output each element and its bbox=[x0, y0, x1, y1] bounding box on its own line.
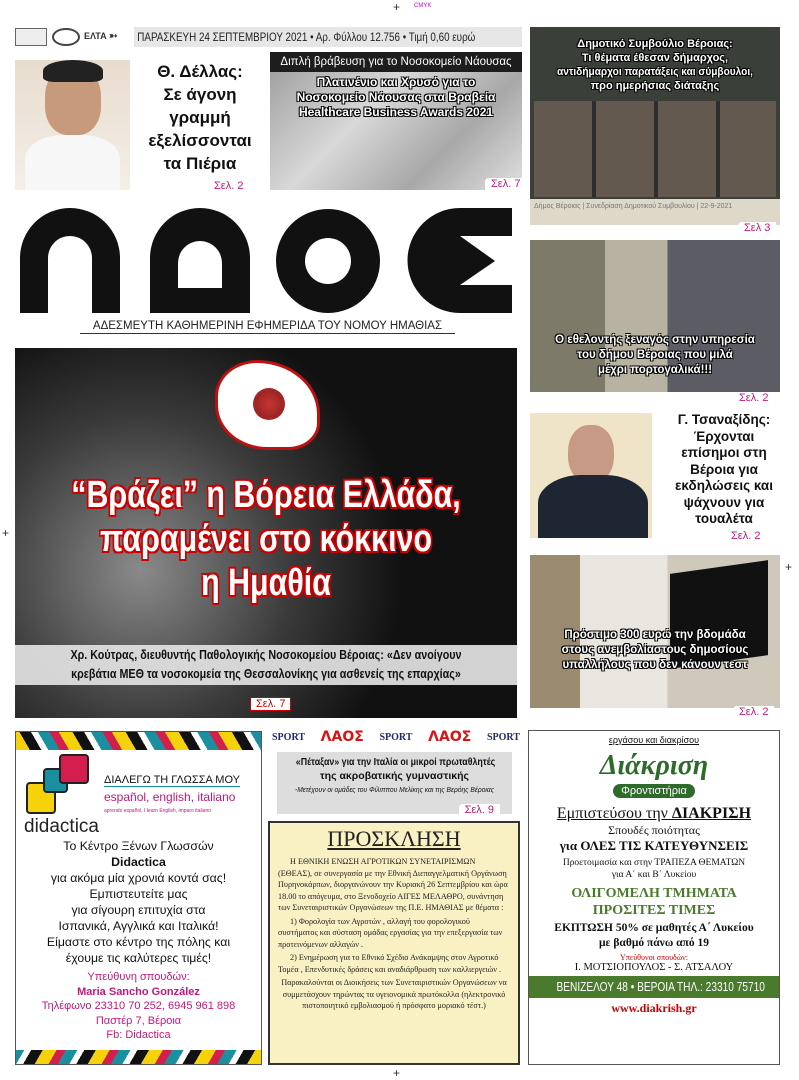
main-story-photo[interactable] bbox=[15, 348, 517, 718]
page-ref: Σελ. 2 bbox=[733, 392, 774, 404]
postage-paid-stamp bbox=[15, 28, 47, 46]
main-headline: “Βράζει” η Βόρεια Ελλάδα, παραμένει στο κόκκινο η Ημαθία bbox=[71, 474, 461, 604]
sport-story[interactable]: «Πέταξαν» για την Ιταλία οι μικροί πρωταθλητές της ακροβατικής γυμναστικής -Μετέχουν οι ομάδες του Φίλιππου Μελίκης και της Βερόης Βέροιας Σελ. 9 bbox=[277, 752, 512, 814]
date-bar: ΠΑΡΑΣΚΕΥΗ 24 ΣΕΠΤΕΜΒΡΙΟΥ 2021 • Αρ. Φύλλου 12.756 • Τιμή 0,60 ευρώ bbox=[137, 30, 476, 44]
imathia-map-icon bbox=[215, 360, 320, 450]
invitation-title: ΠΡΟΣΚΛΗΣΗ bbox=[327, 826, 461, 851]
tsanaxidis-headline[interactable]: Γ. Τσαναξίδης: Έρχονται επίσημοι στη Βέροια για εκδηλώσεις και ψάχνουν για τουαλέτα bbox=[675, 412, 773, 526]
page-ref: Σελ. 2 bbox=[208, 180, 249, 192]
virus-icon bbox=[253, 388, 285, 420]
page-ref: Σελ. 9 bbox=[459, 804, 500, 816]
crop-mark: + bbox=[2, 526, 10, 540]
dellas-headline[interactable]: Θ. Δέλλας: Σε άγονη γραμμή εξελίσσονται τα Πιέρια bbox=[148, 62, 252, 173]
diakrisi-logo: Διάκριση bbox=[599, 750, 709, 781]
main-subheadline: Χρ. Κούτρας, διευθυντής Παθολογικής Νοσοκομείου Βέροιας: «Δεν ανοίγουν κρεβάτια ΜΕΘ τα νοσοκομεία της Θεσσαλονίκης για ασθενείς της επαρχίας» bbox=[15, 645, 517, 685]
pattern-border bbox=[16, 732, 261, 750]
tagline: ΑΔΕΣΜΕΥΤΗ ΚΑΘΗΜΕΡΙΝΗ ΕΦΗΜΕΡΙΔΑ ΤΟΥ ΝΟΜΟΥ ΗΜΑΘΙΑΣ bbox=[80, 320, 455, 334]
page-ref: Σελ. 7 bbox=[485, 178, 526, 190]
diakrisi-website-link[interactable]: www.diakrish.gr bbox=[611, 1001, 697, 1015]
didactica-body: Το Κέντρο Ξένων Γλωσσών Didactica για ακόμα μία χρονιά κοντά σας! Εμπιστευτείτε μας για σίγουρη επιτυχία στα Ισπανικά, Αγγλικά και Ιταλικά! Είμαστε στο κέντρο της πόλης και έχουμε τις καλύτερες τιμές! bbox=[46, 839, 231, 965]
volunteer-headline: Ο εθελοντής ξεναγός στην υπηρεσία του δήμου Βέροιας που μιλά μέχρι πορτογαλικά!!! bbox=[555, 334, 755, 376]
laos-logo bbox=[20, 208, 512, 313]
didactica-contact: Υπεύθυνη σπουδών: Maria Sancho González Τηλέφωνο 23310 70 252, 6945 961 898 Παστέρ 7, Βέροια Fb: Didactica bbox=[41, 971, 236, 1041]
pattern-border bbox=[16, 1050, 261, 1064]
didactica-ad[interactable]: didactica ΔΙΑΛΕΓΩ ΤΗ ΓΛΩΣΣΑ ΜΟΥ español, english, italiano aprendo español, I learn English, imparo italiano Το Κέντρο Ξένων Γλωσσών Didactica για ακόμα μία χρονιά κοντά σας! Εμπιστευτείτε μας για σίγουρη επιτυχία στα Ισπανικά, Αγγλικά και Ιταλικά! Είμαστε στο κέντρο της πόλης και έχουμε τις καλύτερες τιμές! Υπεύθυνη σπουδών: Maria Sancho González Τηλέφωνο 23310 70 252, 6945 961 898 Παστέρ 7, Βέροια Fb: Didactica bbox=[15, 731, 262, 1065]
diakrisi-address: ΒΕΝΙΖΕΛΟΥ 48 • ΒΕΡΟΙΑ ΤΗΛ.: 23310 75710 bbox=[556, 979, 765, 994]
awards-headline: Πλατινένιο και Χρυσό για το Νοσοκομείο Νάουσας στα Βραβεία Healthcare Business Awards 2021 bbox=[296, 75, 496, 119]
awards-kicker: Διπλή βράβευση για το Νοσοκομείο Νάουσας bbox=[270, 52, 522, 72]
crop-mark: + bbox=[393, 0, 401, 14]
page-ref: Σελ. 2 bbox=[725, 530, 766, 542]
council-photo[interactable]: Δήμος Βέροιας | Συνεδρίαση Δημοτικού Συμβουλίου | 22-9-2021 Δημοτικό Συμβούλιο Βέροιας: Τι θέματα έθεσαν δήμαρχος, αντιδήμαρχοι παρατάξεις και σύμβουλοι, προ ημερήσιας διάταξης bbox=[530, 27, 780, 225]
crop-mark: + bbox=[393, 1066, 401, 1080]
invitation-box: ΠΡΟΣΚΛΗΣΗ Η ΕΘΝΙΚΗ ΕΝΩΣΗ ΑΓΡΟΤΙΚΩΝ ΣΥΝΕΤΑΙΡΙΣΜΩΝ (ΕΘΕΑΣ), σε συνεργασία με την Εθνική Διεπαγγελματική Οργάνωση Πυρηνοκάρπων, διοργανώνουν την Κυριακή 26 Σεπτεμβρίου και ώρα 18.00 το απόγευμα, στο Ξενοδοχείο ΑΙΓΕΣ ΜΕΛΑΘΡΟ, συνάντηση των Συνεταιριστικών Οργανώσεων της Π.Ε. ΗΜΑΘΙΑΣ με θέματα : 1) Φορολογία των Αγροτών , αλλαγή του φορολογικού συστήματος και σύσταση ομάδας εργασίας για την επεξεργασία των προτεινόμενων αλλαγών . 2) Ενημέρωση για το Εθνικό Σχέδιο Ανάκαμψης στον Αγροτικό Τομέα , Επενδυτικές δράσεις και αναδιάρθρωση των καλλιεργειών . Παρακαλούνται οι Διοικήσεις των Συνεταιριστικών Οργανώσεων να συμμετάσχουν τηρώντας τα υγειονομικά πρωτόκολλα (ηλεκτρονικό πιστοποιητικό εμβολιασμού ή πρόσφατο μοριακό τέστ.) bbox=[268, 821, 520, 1065]
cmyk-mark: CMYK bbox=[414, 3, 432, 9]
elta-logo: ΕΛΤΑ ➳ bbox=[84, 31, 118, 42]
page-ref: Σελ. 7 bbox=[250, 697, 291, 711]
fine-photo[interactable] bbox=[530, 555, 780, 708]
tsanaxidis-photo bbox=[530, 413, 652, 538]
awards-photo[interactable] bbox=[270, 52, 522, 190]
dellas-photo bbox=[15, 60, 130, 190]
fine-headline: Πρόστιμο 300 ευρώ την βδομάδα στους ανεμβολίαστους δημοσίους υπαλλήλους που δεν κάνουν τεστ bbox=[561, 629, 749, 671]
volunteer-photo[interactable] bbox=[530, 240, 780, 392]
seal-logo bbox=[52, 28, 80, 46]
crop-mark: + bbox=[785, 560, 793, 574]
diakrisi-address-bar bbox=[529, 976, 779, 998]
sport-banner: SPORT ΛΑΟΣ SPORT ΛΑΟΣ SPORT bbox=[272, 729, 520, 745]
page-ref: Σελ. 2 bbox=[733, 706, 774, 718]
page-ref: Σελ 3 bbox=[738, 222, 776, 234]
council-headline: Δημοτικό Συμβούλιο Βέροιας: Τι θέματα έθεσαν δήμαρχος, αντιδήμαρχοι παρατάξεις και σύμβουλοι, προ ημερήσιας διάταξης bbox=[557, 38, 753, 92]
diakrisi-ad[interactable]: εργάσου και διακρίσου Διάκριση Φροντιστήρια Εμπιστεύσου την ΔΙΑΚΡΙΣΗ Σπουδές ποιότητας για ΟΛΕΣ ΤΙΣ ΚΑΤΕΥΘΥΝΣΕΙΣ Προετοιμασία και στην ΤΡΑΠΕΖΑ ΘΕΜΑΤΩΝ για Α΄ και Β΄ Λυκείου ΟΛΙΓΟΜΕΛΗ ΤΜΗΜΑΤΑ ΠΡΟΣΙΤΕΣ ΤΙΜΕΣ ΕΚΠΤΩΣΗ 50% σε μαθητές Α΄ Λυκείου με βαθμό πάνω από 19 Υπεύθυνοι σπουδών: Ι. ΜΟΤΣΙΟΠΟΥΛΟΣ - Σ. ΑΤΣΑΛΟΥ ΒΕΝΙΖΕΛΟΥ 48 • ΒΕΡΟΙΑ ΤΗΛ.: 23310 75710 www.diakrish.gr bbox=[528, 730, 780, 1065]
date-bar-bg bbox=[134, 27, 522, 47]
